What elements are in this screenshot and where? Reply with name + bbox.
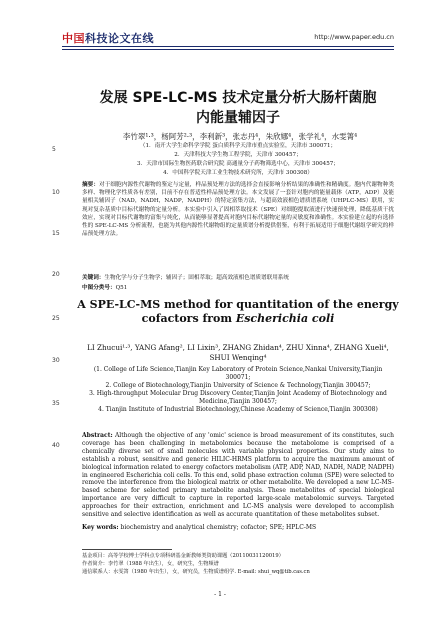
site-url[interactable]: http://www.paper.edu.cn bbox=[314, 33, 394, 41]
classification-label: 中图分类号： bbox=[82, 285, 116, 291]
page-number: - 1 - bbox=[214, 591, 226, 598]
title-en-line1: A SPE-LC-MS method for quantitation of the energy bbox=[77, 298, 399, 311]
logo-rest: 科技论文在线 bbox=[85, 32, 154, 45]
line-number: 25 bbox=[52, 315, 60, 322]
footnotes bbox=[82, 552, 412, 576]
abstract-en-label: Abstract: bbox=[82, 432, 113, 439]
title-en-line2 bbox=[72, 312, 404, 326]
title-cn bbox=[62, 88, 414, 128]
line-number: 5 bbox=[52, 146, 56, 153]
keywords-cn bbox=[82, 274, 394, 282]
header-rule bbox=[62, 46, 394, 47]
abstract-en-text: Although the objective of any 'omic' science is broad measurement of its constitutes, such coverage has been challenging in metabolomics because the metabolome is comprised of a chemically diverse set of small molecules with variable physical properties. Our study aims to establish a robust, sensitive and generic HILIC-HRMS platform to acquire the maximum amount of biological information related to energy cofactors metabolism (ATP, ADP, NAD, NADH, NADP, NADPH) in engineered Escherichia coli cells. To this end, solid phase extraction column (SPE) were selected to remove the interference from the biological matrix or other metabolite. We developed a new LC-MS-based scheme for selected primary metabolite analysis. These metabolites of special biological importance are very difficult to capture in reported large-scale metabolomic surveys. Targeted approaches for their extraction, enrichment and LC-MS analysis were developed to accomplish sensitive and selective identification as well as accurate quantitation of these metabolites subset. bbox=[82, 432, 394, 519]
authors-en: LI Zhucui¹·³, YANG Afang², LI Lixin³, ZHANG Zhidan⁴, ZHU Xinna⁴, ZHANG Xueli⁴, SHUI Wenqing⁴ bbox=[87, 343, 389, 362]
site-logo[interactable] bbox=[62, 30, 154, 46]
abstract-en bbox=[82, 432, 394, 519]
classification-value: Q51 bbox=[115, 285, 128, 291]
keywords-en-label: Key words: bbox=[82, 524, 119, 531]
line-number: 40 bbox=[52, 442, 60, 449]
title-en-line2-a: cofactors from bbox=[141, 312, 236, 325]
line-number: 30 bbox=[52, 357, 60, 364]
title-cn-line2: 内能量辅因子 bbox=[196, 110, 280, 126]
line-number: 35 bbox=[52, 400, 60, 407]
footnote-funding: 基金项目：高等学校博士学科点专项科研基金新教师类资助课题（20110031120019） bbox=[82, 553, 284, 559]
line-number: 10 bbox=[52, 189, 60, 196]
affiliations-cn bbox=[82, 142, 394, 178]
footnote-rule bbox=[82, 549, 172, 550]
affiliation-en: 2. College of Biotechnology,Tianjin University of Science & Technology,Tianjin 300457; bbox=[105, 382, 371, 389]
keywords-cn-text: 生物化学与分子生物学；辅因子；固相萃取；超高效液相色谱质谱联用系统 bbox=[104, 275, 289, 281]
keywords-en bbox=[82, 524, 394, 531]
classification-cn bbox=[82, 283, 394, 291]
page-header bbox=[0, 0, 440, 58]
affiliation-en: (1. College of Life Science,Tianjin Key Laboratory of Protein Science,Nankai University,Tianjin 300071; bbox=[93, 366, 383, 381]
abstract-cn-label: 摘要： bbox=[82, 182, 100, 188]
keywords-en-text: biochemistry and analytical chemistry; cofactor; SPE; HPLC-MS bbox=[120, 524, 317, 531]
affiliations-en bbox=[82, 366, 394, 414]
footnote-author: 作者简介：李竹翠（1988 年出生），女，研究生，生物频谱 bbox=[82, 561, 219, 567]
keywords-cn-label: 关键词： bbox=[82, 275, 105, 281]
line-number: 20 bbox=[52, 271, 60, 278]
footnote-contact: 通信联系人：水雯箐（1980 年出生），女，研究员，生物质谱组学. E-mail: shui_wq@tib.cas.cn bbox=[82, 569, 310, 575]
line-number: 15 bbox=[52, 230, 60, 237]
title-en-species: Escherichia coli bbox=[235, 312, 335, 325]
authors-cn: 李竹翠¹·³，杨阿芳²·³，李利新³，张志丹⁴，朱欣娜⁴，张学礼⁴，水雯箐⁴ bbox=[122, 132, 358, 141]
affiliation-cn: 4．中国科学院天津工业生物技术研究所，天津市 300308） bbox=[163, 170, 313, 176]
affiliation-cn: 2．天津科技大学生物工程学院，天津市 300457； bbox=[174, 152, 302, 158]
affiliation-cn: 3．天津市国际生物医药联合研究院 高通量分子药物筛选中心，天津市 300457； bbox=[137, 161, 339, 167]
abstract-cn bbox=[82, 181, 394, 238]
affiliation-cn: （1．南开大学生命科学学院 蛋白质科学天津市重点实验室，天津市 300071； bbox=[139, 143, 337, 149]
affiliation-en: 4. Tianjin Institute of Industrial Biotechnology,Chinese Academy of Science,Tianjin 300308) bbox=[98, 406, 378, 413]
logo-cn: 中国 bbox=[62, 32, 85, 45]
abstract-cn-text: 对于细胞内源性代谢物的鉴定与定量，样品预处理方法的选择会直接影响分析结果的准确性和精确度。胞内代谢物种类多样、物理化学性质各有差别，目前不存在普适性样品预处理方法。本文发展了一套针对胞内的能量载体（ATP，ADP）及能量相关辅因子（NAD，NADH，NADP，NADPH）的特定富集方法，与超高效液相色谱质谱系统（UHPLC-MS）联用，实现对复杂基质中目标代谢物的定量分析。本实验中引入了固相萃取技术（SPE）对细胞提取液进行快速预处理，降低基质干扰效应，实现对目标代谢物的富集与纯化，从而能够显著提高对胞内目标代谢物定量的灵敏度和准确性。本实验建立起的有选择性的 SPE-LC-MS 分析流程，也能为其他内源性代谢物组的定量质谱分析提供借鉴，有利于拓展适用于细胞代谢组学研究的样品预处理方法。 bbox=[82, 182, 394, 238]
title-en bbox=[72, 298, 404, 326]
title-cn-line1: 发展 SPE-LC-MS 技术定量分析大肠杆菌胞 bbox=[99, 90, 377, 106]
affiliation-en: 3. High-throughput Molecular Drug Discovery Center,Tianjin Joint Academy of Biotechnology and Medicine,Tianjin 300457; bbox=[89, 390, 387, 405]
header-rule-thin bbox=[62, 49, 394, 50]
